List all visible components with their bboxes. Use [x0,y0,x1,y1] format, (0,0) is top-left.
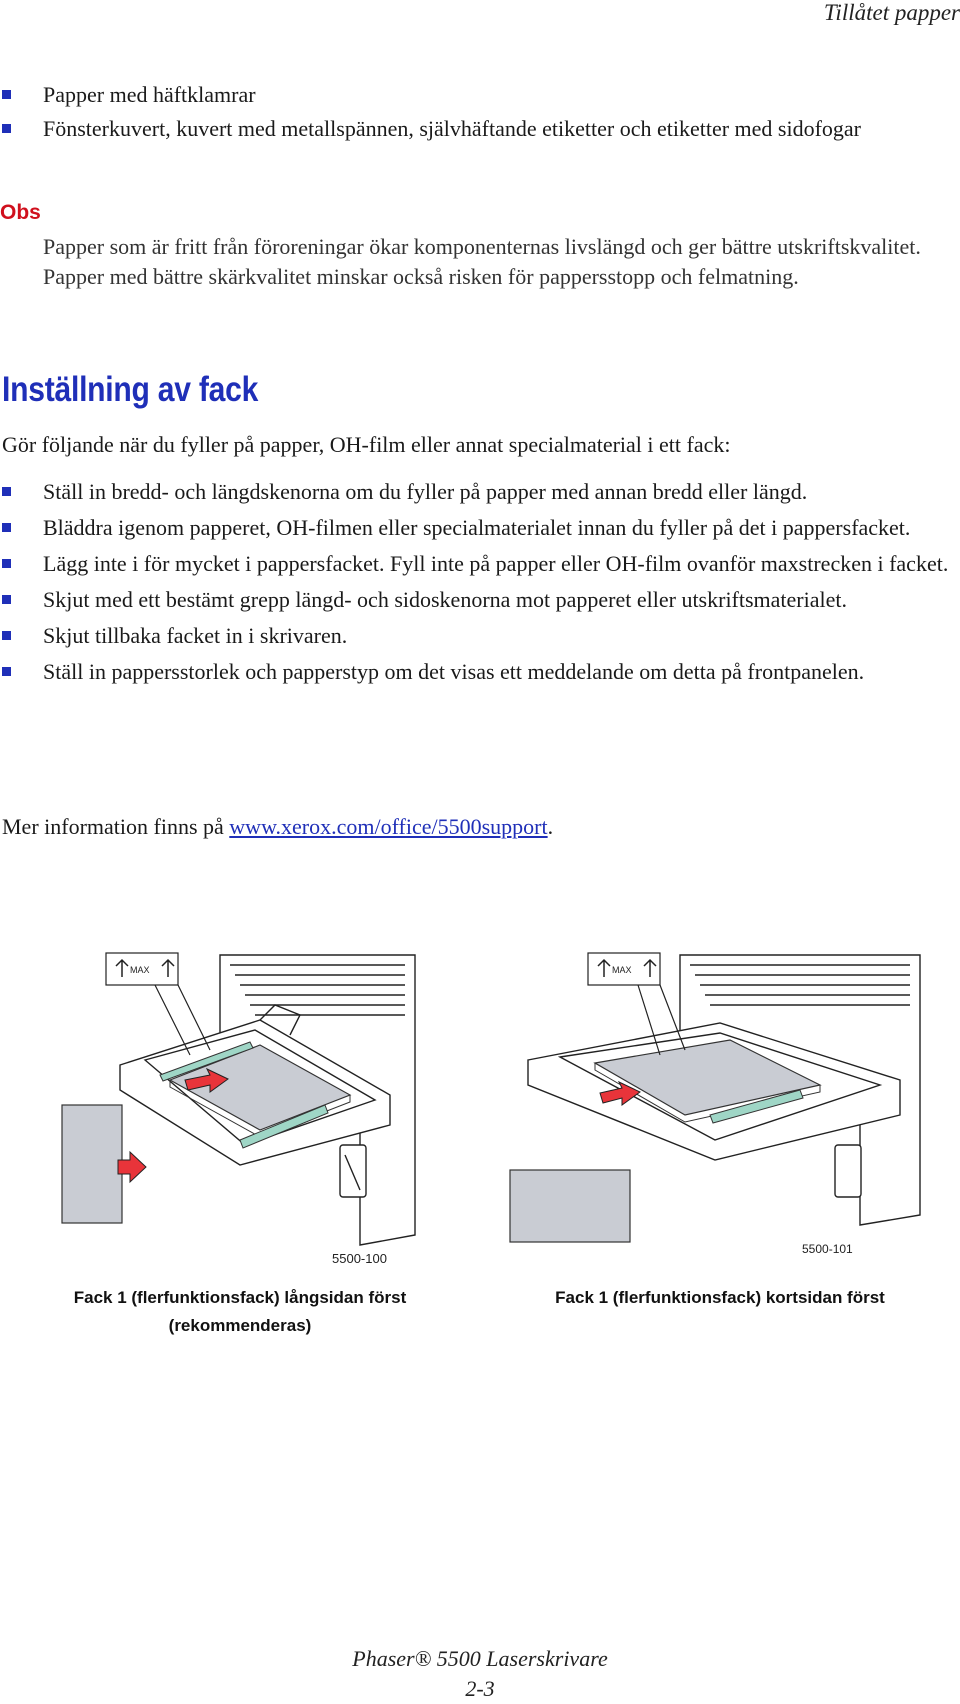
caption-line: (rekommenderas) [168,1316,312,1335]
list-item: Ställ in bredd- och längdskenorna om du fyller på papper med annan bredd eller längd. [0,477,950,507]
tray-illustration-short-edge [500,945,930,1275]
tray-drawing-short-edge [500,945,930,1275]
figure-code: 5500-100 [332,1251,387,1266]
footer-product: Phaser® 5500 Laserskrivare [352,1646,608,1671]
support-link[interactable]: www.xerox.com/office/5500support [229,814,548,839]
figure-code: 5500-101 [802,1242,853,1256]
figure-caption-long-edge [40,1284,440,1340]
steps-list [0,477,950,693]
section-intro: Gör följande när du fyller på papper, OH-film eller annat specialmaterial i ett fack: [2,432,731,457]
top-bullet-list [0,80,900,148]
section-title: Inställning av fack [2,370,259,409]
list-item: Ställ in pappersstorlek och papperstyp om det visas ett meddelande om detta på frontpanelen. [0,657,950,687]
list-item: Fönsterkuvert, kuvert med metallspännen, självhäftande etiketter och etiketter med sidofogar [0,114,900,144]
caption-line: Fack 1 (flerfunktionsfack) långsidan först [73,1288,407,1307]
figure-caption-short-edge: Fack 1 (flerfunktionsfack) kortsidan först [555,1288,885,1307]
tray-drawing-long-edge [60,945,430,1275]
max-label: MAX [130,965,150,975]
page-footer [0,1644,960,1704]
more-info-prefix: Mer information finns på [2,814,230,839]
note-label: Obs [0,201,41,224]
list-item: Bläddra igenom papperet, OH-filmen eller specialmaterialet innan du fyller på det i pappersfacket. [0,513,950,543]
list-item: Skjut med ett bestämt grepp längd- och sidoskenorna mot papperet eller utskriftsmaterialet. [0,585,950,615]
more-info [2,812,553,842]
note-text: Papper som är fritt från föroreningar ökar komponenternas livslängd och ger bättre utskriftskvalitet. Papper med bättre skärkvalitet minskar också risken för pappersstopp och felmatning. [43,234,921,289]
list-item: Skjut tillbaka facket in i skrivaren. [0,621,950,651]
max-label: MAX [612,965,632,975]
more-info-suffix: . [547,814,554,839]
footer-page-number: 2-3 [465,1676,495,1701]
running-header: Tillåtet papper [823,0,960,25]
list-item: Papper med häftklamrar [0,80,900,110]
tray-illustration-long-edge [60,945,430,1275]
list-item: Lägg inte i för mycket i pappersfacket. Fyll inte på papper eller OH-film ovanför maxstrecken i facket. [0,549,950,579]
